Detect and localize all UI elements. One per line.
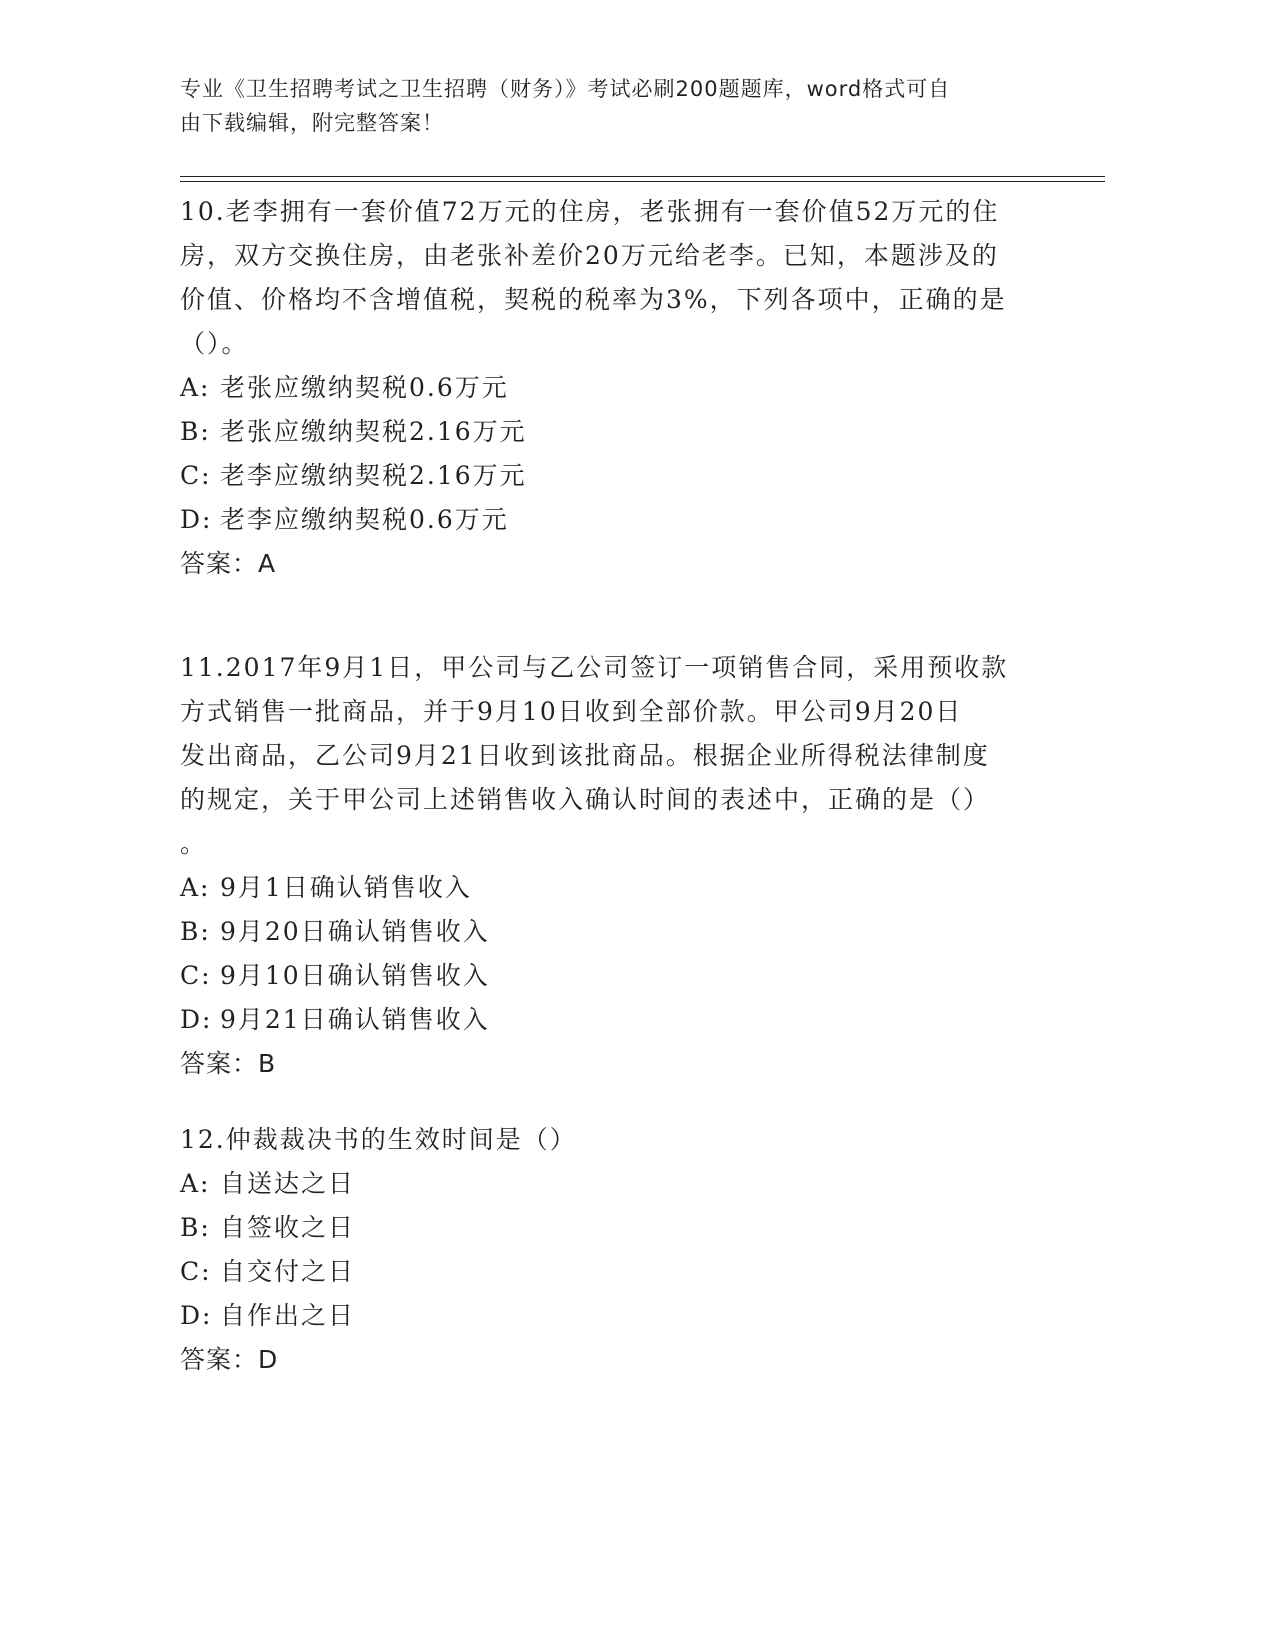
question-10 — [180, 190, 1040, 586]
question-12 — [180, 1118, 1040, 1382]
option-text: 自送达之日 — [220, 1169, 356, 1198]
option-letter: D: — [180, 1005, 213, 1034]
question-line: 价值、价格均不含增值税，契税的税率为3%，下列各项中，正确的是 — [180, 285, 1007, 314]
option-text: 9月21日确认销售收入 — [220, 1005, 490, 1034]
question-line: （）。 — [180, 329, 249, 358]
option-text: 9月20日确认销售收入 — [220, 917, 490, 946]
header-line-2: 由下载编辑，附完整答案！ — [180, 111, 444, 135]
header-line-1: 专业《卫生招聘考试之卫生招聘（财务）》考试必刷200题题库，word格式可自 — [180, 77, 951, 101]
question-11 — [180, 646, 1040, 1086]
option-d — [180, 498, 1040, 542]
option-letter: A: — [180, 373, 211, 402]
option-letter: C: — [180, 1257, 212, 1286]
option-letter: C: — [180, 461, 212, 490]
option-text: 老张应缴纳契税2.16万元 — [220, 417, 527, 446]
option-text: 老李应缴纳契税2.16万元 — [220, 461, 527, 490]
option-letter: B: — [180, 1213, 211, 1242]
option-text: 自作出之日 — [220, 1301, 356, 1330]
option-letter: C: — [180, 961, 212, 990]
option-c — [180, 454, 1040, 498]
answer-line: 答案：B — [180, 1049, 277, 1078]
option-letter: B: — [180, 917, 211, 946]
option-text: 老张应缴纳契税0.6万元 — [220, 373, 509, 402]
option-b — [180, 1206, 1040, 1250]
option-text: 9月10日确认销售收入 — [220, 961, 490, 990]
question-line: 方式销售一批商品，并于9月10日收到全部价款。甲公司9月20日 — [180, 697, 963, 726]
document-header — [180, 72, 1040, 140]
option-c — [180, 954, 1040, 998]
question-line: 发出商品，乙公司9月21日收到该批商品。根据企业所得税法律制度 — [180, 741, 990, 770]
question-line: 10.老李拥有一套价值72万元的住房，老张拥有一套价值52万元的住 — [180, 197, 1000, 226]
option-letter: A: — [180, 1169, 211, 1198]
question-line: 11.2017年9月1日，甲公司与乙公司签订一项销售合同，采用预收款 — [180, 653, 1009, 682]
option-text: 自交付之日 — [220, 1257, 356, 1286]
option-c — [180, 1250, 1040, 1294]
option-text: 老李应缴纳契税0.6万元 — [220, 505, 509, 534]
option-letter: D: — [180, 1301, 213, 1330]
header-divider-top — [180, 176, 1105, 177]
option-a — [180, 866, 1040, 910]
question-line: 12.仲裁裁决书的生效时间是（） — [180, 1125, 577, 1154]
option-b — [180, 410, 1040, 454]
option-text: 自签收之日 — [220, 1213, 356, 1242]
option-letter: B: — [180, 417, 211, 446]
option-text: 9月1日确认销售收入 — [220, 873, 472, 902]
question-line: 房，双方交换住房，由老张补差价20万元给老李。已知，本题涉及的 — [180, 241, 999, 270]
option-letter: A: — [180, 873, 211, 902]
answer-line: 答案：D — [180, 1345, 279, 1374]
option-d — [180, 998, 1040, 1042]
question-line: 的规定，关于甲公司上述销售收入确认时间的表述中，正确的是（） — [180, 785, 991, 814]
question-line: 。 — [180, 829, 208, 858]
header-divider-bottom — [180, 181, 1105, 182]
option-a — [180, 366, 1040, 410]
option-letter: D: — [180, 505, 213, 534]
option-b — [180, 910, 1040, 954]
option-d — [180, 1294, 1040, 1338]
answer-line: 答案：A — [180, 549, 277, 578]
option-a — [180, 1162, 1040, 1206]
